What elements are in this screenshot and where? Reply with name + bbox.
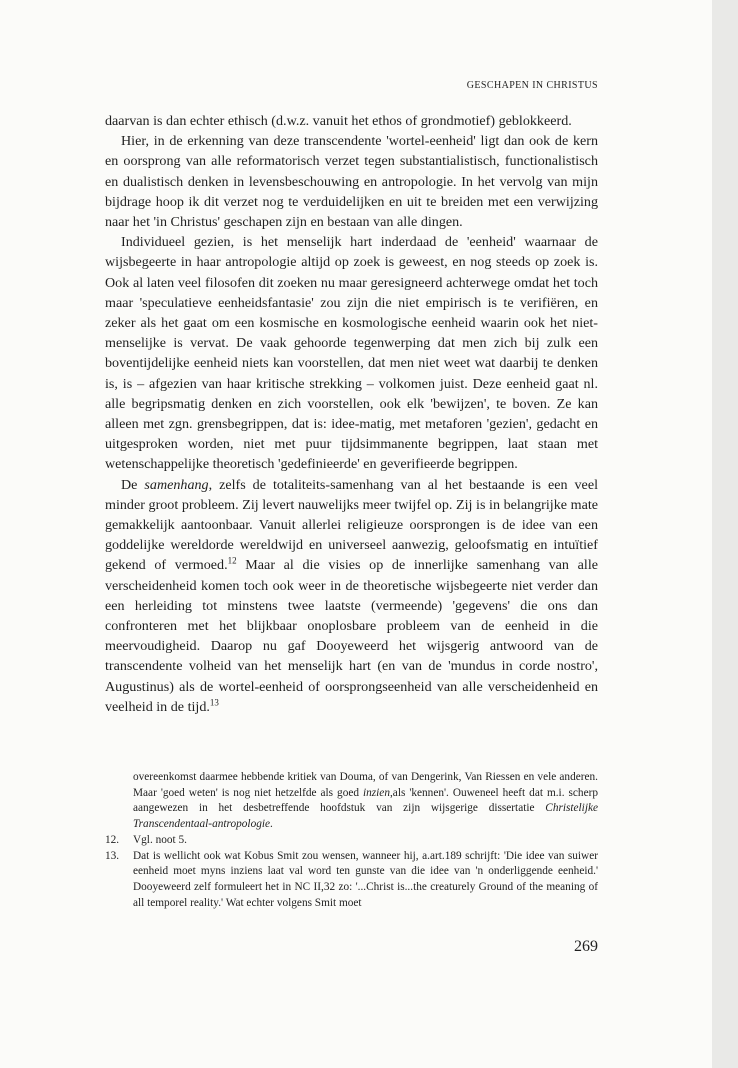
footnote-12-number: 12. — [105, 833, 120, 846]
footnote-12-text: Vgl. noot 5. — [133, 833, 187, 846]
page-number: 269 — [574, 938, 598, 955]
footnote-continuation — [105, 770, 598, 833]
paragraph-4 — [105, 475, 598, 717]
footnote-13-text: Dat is wellicht ook wat Kobus Smit zou wensen, wanneer hij, a.art.189 schrijft: 'Die idee van suiwer eenheid moet myns inziens laat val word ten gunste van die idee van 'n onderliggende eenheid.' Dooyeweerd zelf formuleert het in NC II,32 zo: '...Christ is...the creaturely Ground of the meaning of all temporel reality.' Wat echter volgens Smit moet — [133, 849, 598, 909]
main-text — [105, 111, 598, 717]
emphasis-inzien: inzien — [362, 786, 390, 799]
footnotes — [105, 770, 598, 911]
paragraph-4-part-b: Maar al die visies op de innerlijke samenhang van alle verscheidenheid komen toch ook weer in de theoretische wijsbegeerte niet verder dan een herleiding tot minstens twee laatste (vermeende) 'gegevens' die ons dan confronteren met het blijkbaar onoplosbare probleem van de eenheid in die meervoudigheid. Daarop nu gaf Dooyeweerd het wijsgerig antwoord van de transcendente volheid van het menselijk hart (en van de 'mundus in corde nostro', Augustinus) als de wortel-eenheid of oorsprongseenheid van alle verscheidenheid en veelheid in de tijd. — [105, 557, 598, 715]
footnote-cont-c: . — [270, 818, 273, 831]
footnote-13-number: 13. — [105, 849, 120, 862]
paragraph-4-lead: De — [121, 476, 145, 493]
emphasis-samenhang: samenhang — [144, 476, 209, 493]
paragraph-4-part-a: , zelfs de totaliteits-samenhang van al het bestaande is een veel minder groot probleem. Zij levert nauwelijks meer twijfel op. Zij is in belangrijke mate gemakkelijk aantoonbaar. Vanuit allerlei religieuze oorsprongen is de idee van een goddelijke wereldorde wereldwijd en universeel aanwezig, geloofsmatig en intuïtief gekend of vermoed. — [105, 476, 598, 574]
footnote-ref-12: 12 — [227, 555, 237, 566]
footnote-cont-a: overeenkomst daarmee hebbende kritiek van Douma, of van Dengerink, Van Riessen en vele anderen. Maar 'goed weten' is nog niet hetzelfde als goed — [133, 771, 598, 799]
emphasis-dissertation-title: Christelijke Transcendentaal-antropologie — [133, 802, 598, 831]
footnote-cont-b: ,als 'kennen'. Ouweneel heeft dat m.i. scherp aangewezen in het desbetreffende hoofdstuk van zijn wijsgerige dissertatie — [133, 786, 598, 815]
footnote-ref-13: 13 — [209, 697, 219, 708]
footnote-12 — [105, 833, 598, 849]
paragraph-3: Individueel gezien, is het menselijk hart inderdaad de 'eenheid' waarnaar de wijsbegeerte in haar antropologie altijd op zoek is geweest, en nog steeds op zoek is. Ook al laten veel filosofen dit zoeken nu maar geresigneerd achterwege omdat het toch maar 'speculatieve eenheidsfantasie' zou zijn die niet empirisch is te verifiëren, en zeker als het gaat om een kosmische en kosmologische eenheid waarin ook het niet-menselijke is vervat. De vaak gehoorde tegenwerping dat men zich bij zulk een boventijdelijke eenheid niets kan voorstellen, dat men niet weet wat daarbij te denken is, is – afgezien van haar kritische strekking – volkomen juist. Deze eenheid gaat nl. alle begripsmatig denken en zich voorstellen, ook elk 'bewijzen', te boven. Ze kan alleen met zgn. grensbegrippen, dat is: idee-matig, met metaforen 'gezien', gedacht en uitgesproken worden, niet met puur tijdsimmanente begrippen, laat staan met wetenschappelijke theoretisch 'gedefinieerde' en geverifieerde begrippen. — [105, 234, 598, 473]
paragraph-1: daarvan is dan echter ethisch (d.w.z. vanuit het ethos of grondmotief) geblokkeerd. — [105, 113, 572, 129]
running-header: GESCHAPEN IN CHRISTUS — [466, 80, 598, 91]
footnote-13 — [105, 849, 598, 912]
paragraph-2: Hier, in de erkenning van deze transcendente 'wortel-eenheid' ligt dan ook de kern en oorsprong van alle reformatorisch verzet tegen substantialistisch, functionalistisch en dualistisch denken in levensbeschouwing en antropologie. In het vervolg van mijn bijdrage hoop ik dit verzet nog te verduidelijken en uit te breiden met een verwijzing naar het 'in Christus' geschapen zijn en bestaan van alle dingen. — [105, 133, 598, 231]
